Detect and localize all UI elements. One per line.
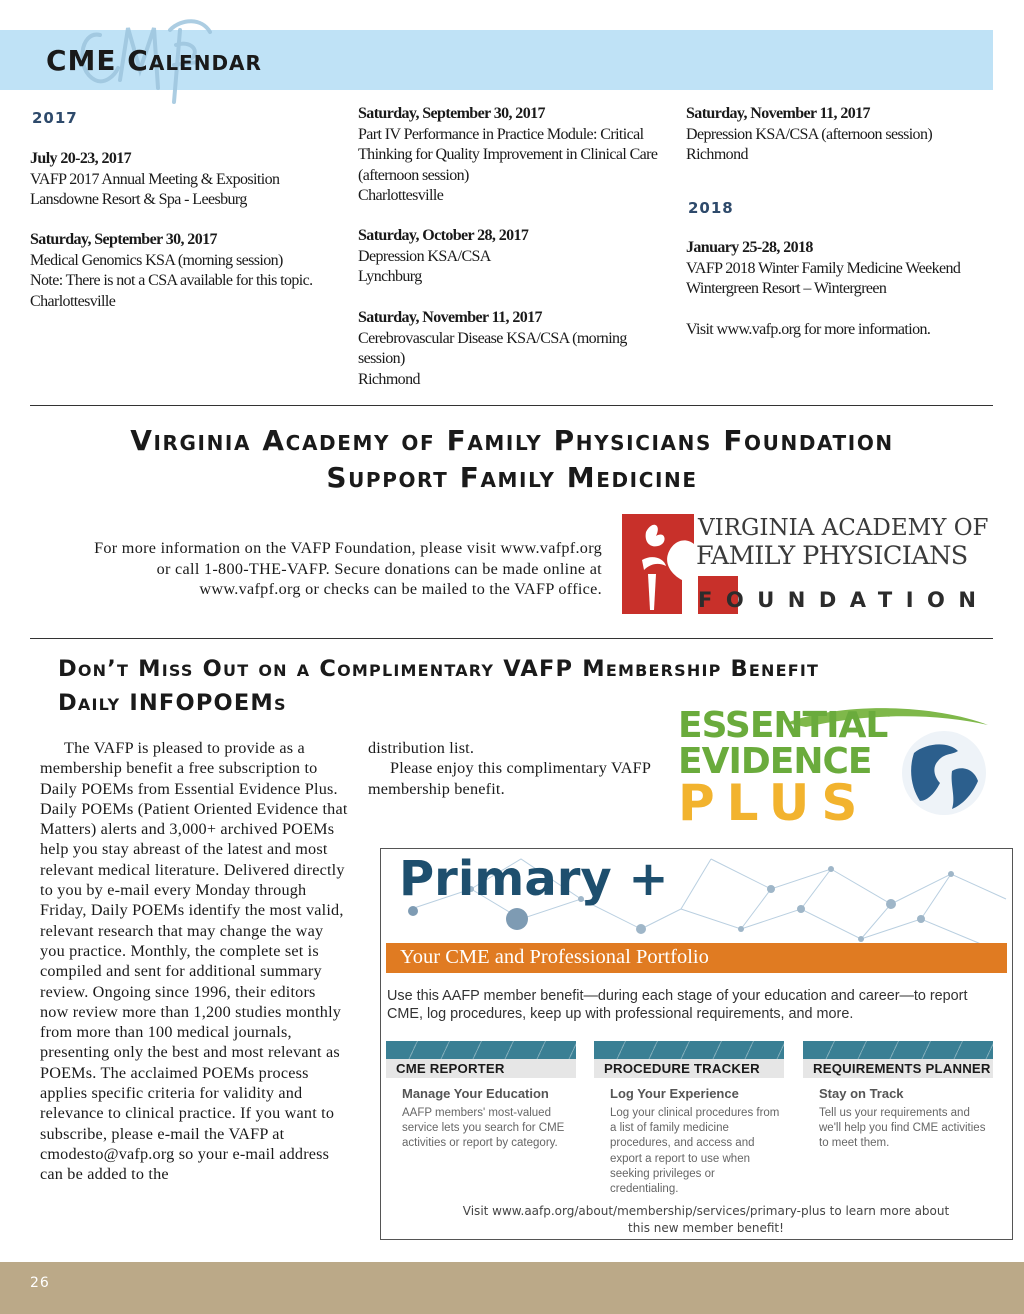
section-divider (30, 405, 993, 406)
page-title: CME Calendar (46, 44, 262, 77)
ad-subtitle: Your CME and Professional Portfolio (400, 946, 709, 968)
column-description: AAFP members' most-valued service lets you search for CME activities or report by category. (402, 1107, 565, 1150)
column-subheading: Manage Your Education (402, 1086, 549, 1101)
logo-line-3: FOUNDATION (698, 588, 990, 612)
event-title: Depression KSA/CSA (358, 247, 491, 265)
column-banner (386, 1041, 576, 1059)
poems-body-text (40, 738, 348, 1185)
calendar-event (30, 149, 279, 211)
primary-plus-ad (380, 848, 1013, 1240)
event-location: Charlottesville (30, 292, 116, 310)
column-description: Tell us your requirements and we'll help you find CME activities to meet them. (819, 1107, 986, 1150)
ad-title: Primary + (399, 851, 669, 907)
column-header: CME REPORTER (386, 1059, 576, 1078)
column-subheading: Stay on Track (819, 1086, 904, 1101)
event-title: Depression KSA/CSA (afternoon session) (686, 125, 933, 143)
foundation-title: Virginia Academy of Family Physicians Foundation (130, 424, 894, 457)
event-date: Saturday, September 30, 2017 (358, 105, 545, 122)
event-date: Saturday, September 30, 2017 (30, 231, 217, 248)
essential-evidence-plus-logo (676, 705, 996, 835)
poems-continuation: distribution list. (368, 739, 475, 757)
calendar-event (358, 104, 664, 207)
event-location: Lansdowne Resort & Spa - Leesburg (30, 191, 247, 208)
calendar-event (686, 104, 932, 166)
logo-line-2: FAMILY PHYSICIANS (696, 541, 968, 571)
ad-column-cme-reporter (386, 1041, 576, 1152)
column-banner (803, 1041, 993, 1059)
ad-column-procedure-tracker (594, 1041, 784, 1197)
poems-title: Don’t Miss Out on a Complimentary VAFP Membership Benefit (58, 656, 820, 682)
calendar-event (686, 238, 960, 300)
calendar-event (358, 226, 528, 288)
column-header: PROCEDURE TRACKER (594, 1059, 784, 1078)
more-info-text: Visit www.vafp.org for more information. (686, 321, 931, 338)
poems-closing: Please enjoy this complimentary VAFP membership benefit. (368, 759, 651, 798)
page-footer (0, 1262, 1024, 1314)
event-location: Charlottesville (358, 187, 444, 204)
event-location: Wintergreen Resort – Wintergreen (686, 280, 887, 297)
section-divider (30, 638, 993, 639)
event-date: Saturday, October 28, 2017 (358, 227, 529, 244)
eep-line-3: PLUS (678, 774, 870, 832)
event-title: Part IV Performance in Practice Module: Critical Thinking for Quality Improvement in Clinical Care (afternoon session) (358, 125, 658, 184)
poems-subtitle: Daily INFOPOEMs (58, 690, 287, 716)
event-title: Cerebrovascular Disease KSA/CSA (morning session) (358, 329, 627, 367)
column-banner (594, 1041, 784, 1059)
ad-column-requirements-planner (803, 1041, 993, 1152)
ad-footer-link-text: Visit www.aafp.org/about/membership/services/primary-plus to learn more about this new member benefit! (462, 1204, 950, 1235)
vafp-emblem-icon (622, 514, 694, 614)
calendar-event (30, 230, 313, 312)
event-date: July 20-23, 2017 (30, 150, 132, 167)
event-location: Lynchburg (358, 268, 422, 285)
poems-paragraph: The VAFP is pleased to provide as a membership benefit a free subscription to Daily POEMs from Essential Evidence Plus. Daily POEMs (Patient Oriented Evidence that Matters) alerts and 3,000+ archived POEMs help you stay abreast of the latest and most relevant medical literature. Delivered directly to you by e-mail every Monday through Friday, Daily POEMs identify the most valid, relevant research that may change the way you practice. Monthly, the complete set is compiled and sent for additional summary review. Ongoing since 1996, their editors now review more than 1,200 studies monthly from more than 100 medical journals, presenting only the best and most relevant as POEMs. The acclaimed POEMs process applies specific criteria for validity and relevance to clinical practice. If you want to subscribe, please e-mail the VAFP at cmodesto@vafp.org so your e-mail address can be added to the (40, 739, 348, 1184)
foundation-info-text: For more information on the VAFP Foundation, please visit www.vafpf.org or call 1-800-THE-VAFP. Secure donations can be made online at www.vafpf.org or checks can be mailed to the VAFP office. (94, 539, 602, 598)
calendar-event (358, 308, 648, 390)
event-date: January 25-28, 2018 (686, 239, 813, 256)
event-location: Richmond (358, 370, 420, 388)
ad-intro-text: Use this AAFP member benefit—during each stage of your education and career—to report CME, log procedures, keep up with professional requirements, and more. (387, 988, 968, 1022)
year-heading-2017: 2017 (32, 109, 78, 127)
event-date: Saturday, November 11, 2017 (358, 309, 542, 326)
foundation-subtitle: Support Family Medicine (326, 461, 698, 494)
page-number: 26 (30, 1275, 50, 1291)
logo-line-1: VIRGINIA ACADEMY OF (698, 515, 989, 541)
event-title: VAFP 2017 Annual Meeting & Exposition (30, 170, 280, 188)
eep-line-1: ESSENTIAL (678, 705, 888, 746)
vafp-foundation-logo (622, 514, 990, 616)
column-header: REQUIREMENTS PLANNER (803, 1059, 993, 1078)
poems-continued-text (368, 738, 668, 799)
event-location: Richmond (686, 146, 748, 163)
event-title: VAFP 2018 Winter Family Medicine Weekend (686, 259, 961, 277)
year-heading-2018: 2018 (688, 199, 734, 217)
event-title: Medical Genomics KSA (morning session) (30, 251, 283, 269)
column-subheading: Log Your Experience (610, 1086, 739, 1101)
eep-line-2: EVIDENCE (678, 741, 872, 782)
event-note: Note: There is not a CSA available for this topic. (30, 272, 313, 289)
column-description: Log your clinical procedures from a list of family medicine procedures, and access and export a report to use when seeking privileges or credentialing. (610, 1107, 780, 1196)
ad-subtitle-bar (386, 943, 1007, 973)
event-date: Saturday, November 11, 2017 (686, 105, 870, 122)
